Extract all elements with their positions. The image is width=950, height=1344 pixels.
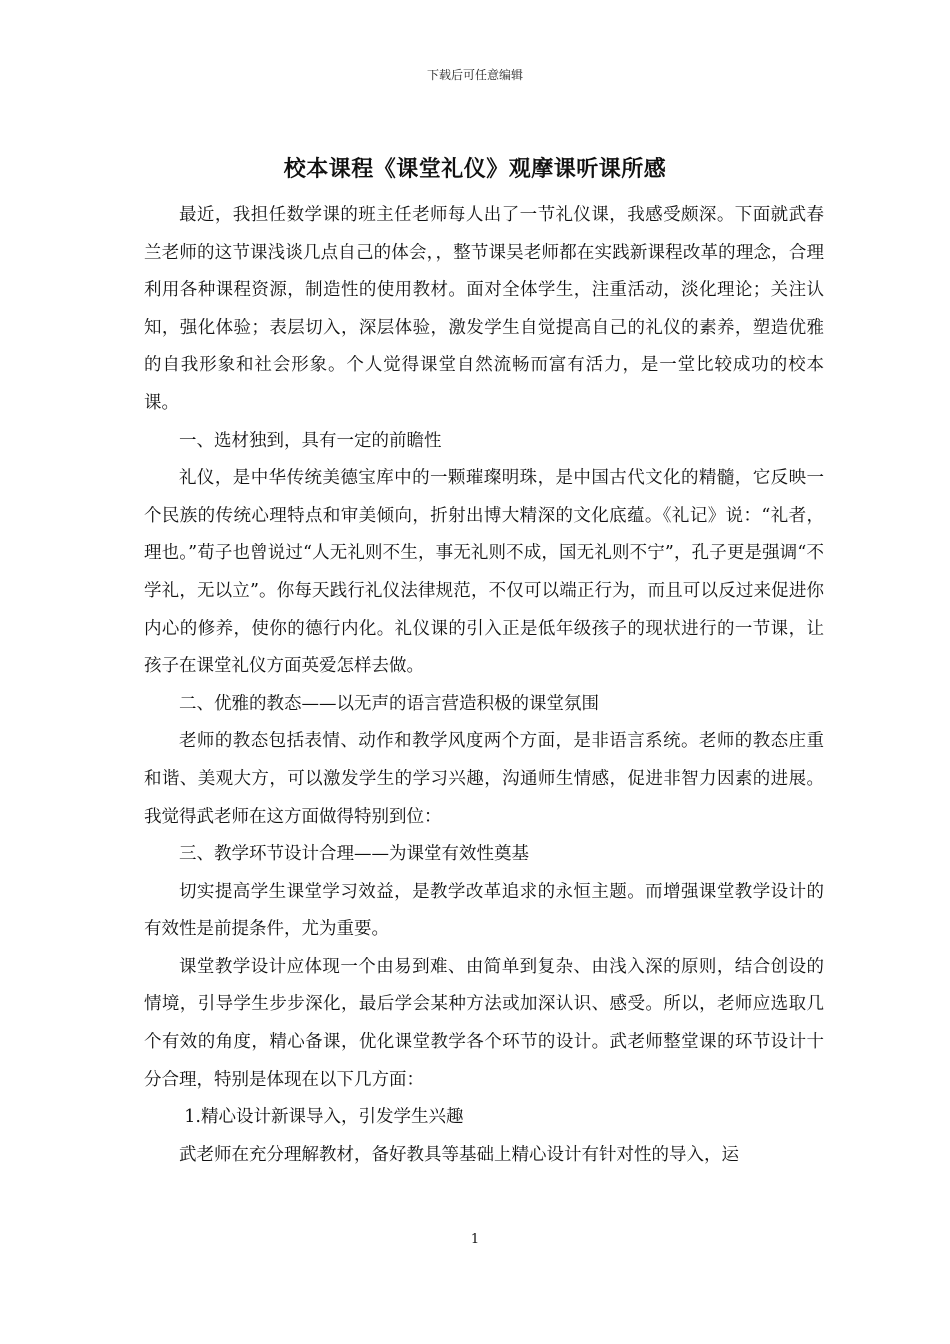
paragraph: 课堂教学设计应体现一个由易到难、由简单到复杂、由浅入深的原则，结合创设的情境，引导学生步步深化，最后学会某种方法或加深认识、感受。所以，老师应选取几个有效的角度，精心备课，优化课堂教学各个环节的设计。武老师整堂课的环节设计十分合理，特别是体现在以下几方面：	[144, 956, 824, 1090]
paragraph: 礼仪，是中华传统美德宝库中的一颗璀璨明珠，是中国古代文化的精髓，它反映一个民族的传统心理特点和审美倾向，折射出博大精深的文化底蕴。《礼记》说：“礼者，理也。”荀子也曾说过“人无礼则不生，事无礼则不成，国无礼则不宁”，孔子更是强调“不学礼，无以立”。你每天践行礼仪法律规范，不仅可以端正行为，而且可以反过来促进你内心的修养，使你的德行内化。礼仪课的引入正是低年级孩子的现状进行的一节课，让孩子在课堂礼仪方面英爱怎样去做。	[144, 468, 824, 677]
subsection-heading: 1.精心设计新课导入，引发学生兴趣	[184, 1107, 464, 1128]
paragraph: 切实提高学生课堂学习效益，是教学改革追求的永恒主题。而增强课堂教学设计的有效性是前提条件，尤为重要。	[144, 881, 824, 940]
header-note: 下载后可任意编辑	[426, 68, 523, 82]
document-title: 校本课程《课堂礼仪》观摩课听课所感	[283, 156, 667, 182]
paragraph: 武老师在充分理解教材，备好教具等基础上精心设计有针对性的导入，运	[179, 1144, 739, 1165]
section-heading: 一、选材独到，具有一定的前瞻性	[179, 430, 442, 451]
section-heading: 二、优雅的教态——以无声的语言营造积极的课堂氛围	[179, 693, 599, 714]
document-body	[144, 197, 824, 1174]
section-heading: 三、教学环节设计合理——为课堂有效性奠基	[179, 844, 529, 865]
page-number: 1	[470, 1232, 480, 1247]
paragraph: 老师的教态包括表情、动作和教学风度两个方面，是非语言系统。老师的教态庄重和谐、美观大方，可以激发学生的学习兴趣，沟通师生情感，促进非智力因素的进展。我觉得武老师在这方面做得特别到位：	[144, 731, 824, 827]
paragraph: 最近，我担任数学课的班主任老师每人出了一节礼仪课，我感受颇深。下面就武春兰老师的这节课浅谈几点自己的体会，，整节课吴老师都在实践新课程改革的理念，合理利用各种课程资源，制造性的使用教材。面对全体学生，注重活动，淡化理论；关注认知，强化体验；表层切入，深层体验，激发学生自觉提高自己的礼仪的素养，塑造优雅的自我形象和社会形象。个人觉得课堂自然流畅而富有活力，是一堂比较成功的校本课。	[144, 205, 824, 413]
